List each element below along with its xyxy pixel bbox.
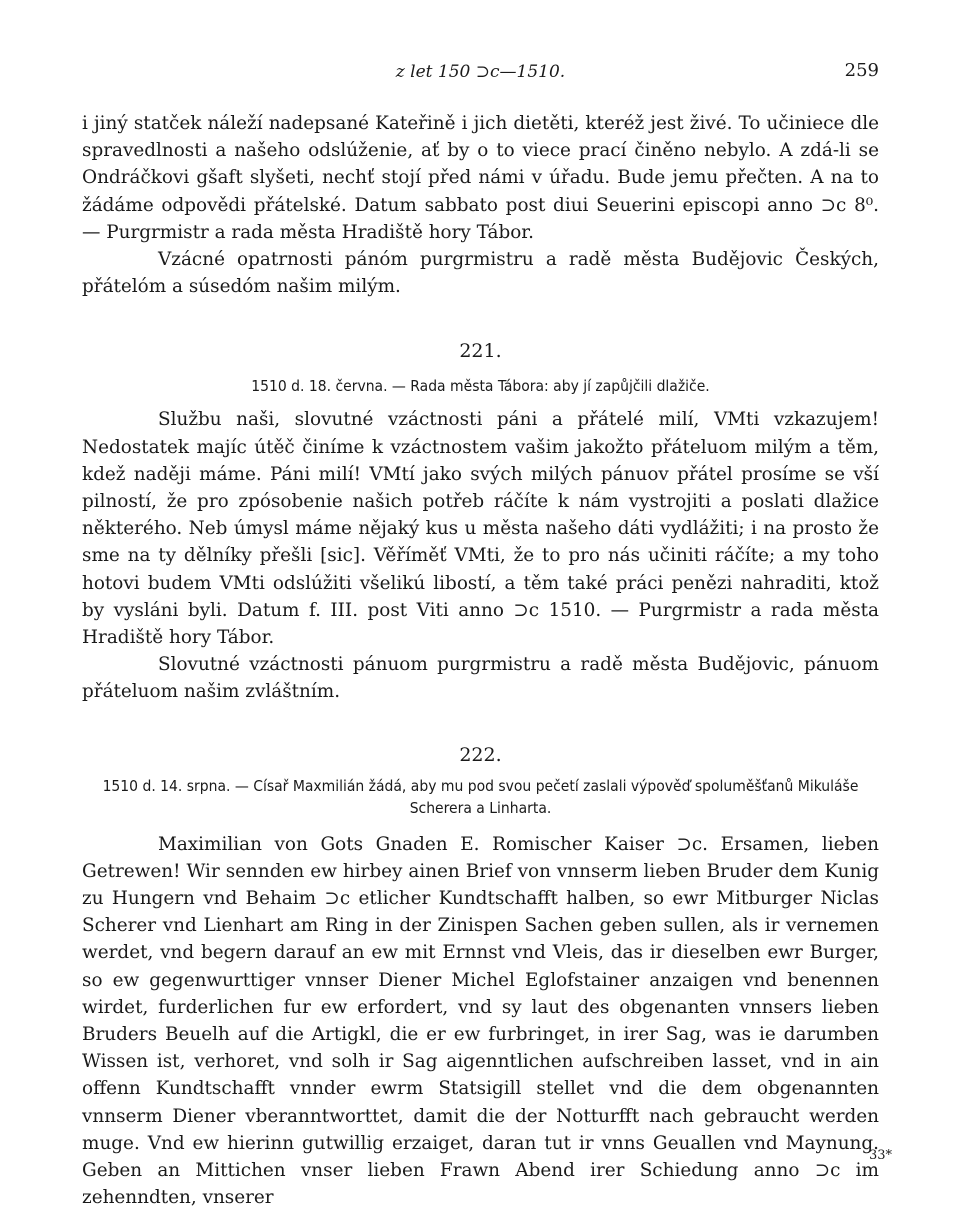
- document-body-221: Službu naši, slovutné vzáctnosti páni a přátelé milí, VMti vzkazujem! Nedostatek majíc útěč činíme k vzáctnostem vašim jakožto přáteluom milým a těm, kdež naději máme. Páni milí! VMtí jako svých milých pánuov přátel prosíme se vší pilností, že pro zpósobenie našich potřeb ráčíte k nám vystrojiti a poslati dlažice některého. Neb úmysl máme nějaký kus u města našeho dáti vydlážiti; i na prosto že sme na ty dělníky přešli [sic]. Věříměť VMti, že to pro nás učiniti ráčíte; a my toho hotovi budem VMti odslúžiti všelikú libostí, a těm také práci penězi nahraditi, ktož by vysláni byli. Datum f. III. post Viti anno ⊃c 1510. — Purgrmistr a rada města Hradiště hory Tábor.: [82, 409, 879, 649]
- document-number-222: 222.: [459, 743, 502, 766]
- page-header: [82, 58, 879, 88]
- signature-mark: 33*: [868, 1148, 892, 1163]
- paragraph-address-220: Vzácné opatrnosti pánóm purgrmistru a radě města Budějovic Českých, přátelóm a súsedóm našim milým.: [82, 249, 879, 298]
- document-body-222: Maximilian von Gots Gnaden E. Romischer Kaiser ⊃c. Ersamen, lieben Getrewen! Wir sennden ew hirbey ainen Brief von vnnserm lieben Bruder dem Kunig zu Hungern vnd Behaim ⊃c etlicher Kundtschafft halben, so ewr Mitburger Niclas Scherer vnd Lienhart am Ring in der Zinispen Sachen geben sullen, als ir vernemen werdet, vnd begern darauf an ew mit Ernnst vnd Vleis, das ir dieselben ewr Burger, so ew gegenwurttiger vnnser Diener Michel Eglofstainer anzaigen vnd benennen wirdet, furderlichen fur ew erfordert, vnd sy laut des obgenanten vnnsers lieben Bruders Beuelh auf die Artigkl, die er ew furbringet, in irer Sag, was ie darumben Wissen ist, verhoret, vnd solh ir Sag aigenntlichen aufschreiben lasset, vnd in ain offenn Kundtschafft vnnder ewrm Statsigill stellet vnd die dem obgenannten vnnserm Diener vberanntworttet, damit die der Notturfft nach gebraucht werden muge. Vnd ew hierinn gutwillig erzaiget, daran tut ir vnns Geuallen vnd Maynung. Geben an Mittichen vnser lieben Frawn Abend irer Schiedung anno ⊃c im zehenndten, vnserer: [82, 833, 879, 1209]
- document-number-221: 221.: [459, 340, 502, 363]
- page-number: 259: [844, 60, 879, 81]
- document-address-221: Slovutné vzáctnosti pánuom purgrmistru a radě města Budějovic, pánuom přáteluom našim zvláštním.: [82, 654, 879, 703]
- paragraph-continuation: i jiný statček náleží nadepsané Kateřině i jich dietěti, kteréž jest živé. To učiniece dle spravedlnosti a našeho odslúženie, ať by o to viece prací činěno nebylo. A zdá-li se Ondráčkovi gšaft slyšeti, nechť stojí před námi v úřadu. Bude jemu přečten. A na to žádáme odpovědi přátelské. Datum sabbato post diui Seuerini episcopi anno ⊃c 8⁰. — Purgrmistr a rada města Hradiště hory Tábor.: [82, 113, 879, 243]
- regest-221: 1510 d. 18. června. — Rada města Tábora: aby jí zapůjčili dlažiče.: [251, 377, 710, 396]
- running-title: z let 150 ⊃c—1510.: [395, 62, 566, 82]
- regest-222: 1510 d. 14. srpna. — Císař Maxmilián žádá, aby mu pod svou pečetí zaslali výpověď spoluměšťanů Mikuláše Scherera a Linharta.: [102, 776, 859, 817]
- document-page: [82, 58, 879, 1212]
